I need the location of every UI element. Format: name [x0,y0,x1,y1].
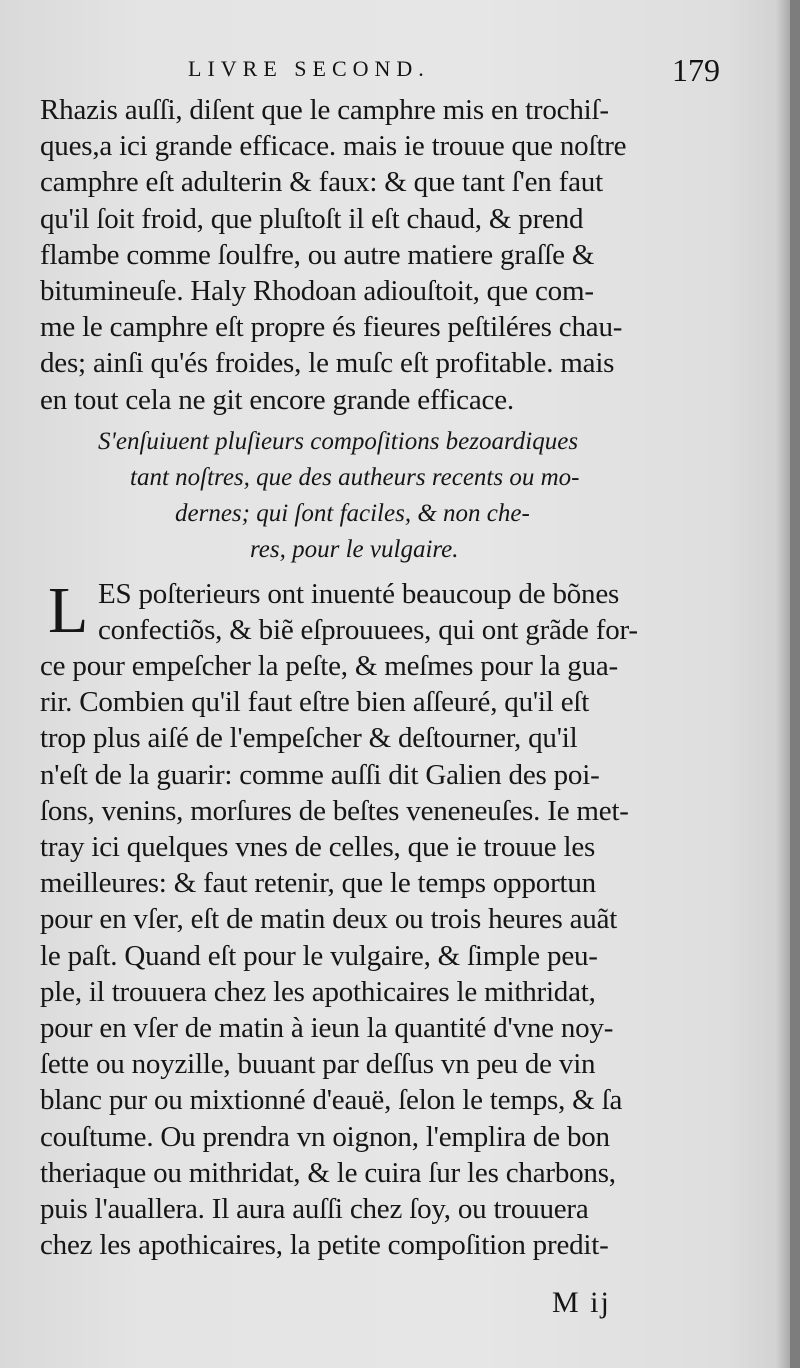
text-line: qu'il ſoit froid, que pluſtoſt il eſt chaud, & prend [40,202,584,235]
text-line: le paſt. Quand eſt pour le vulgaire, & ſimple peu- [40,939,598,972]
text-line: ques,a ici grande efficace. mais ie trouue que noſtre [40,130,627,163]
text-line-content: ES poſterieurs ont inuenté beaucoup de bõnes [98,577,620,610]
text-line: blanc pur ou mixtionné d'eauë, ſelon le temps, & ſa [40,1084,623,1117]
text-line: flambe comme ſoulfre, ou autre matiere graſſe & [40,238,595,271]
heading-line: tant noſtres, que des autheurs recents ou mo- [130,463,580,491]
page-header [0,52,790,92]
heading-line: res, pour le vulgaire. [250,535,459,563]
text-line: confectiõs, & biẽ eſprouuees, qui ont grãde for- [98,613,638,646]
text-line: en tout cela ne git encore grande efficace. [40,383,514,416]
running-head: LIVRE SECOND. [188,56,430,81]
text-line: Rhazis auſſi, diſent que le camphre mis en trochiſ- [40,94,609,126]
paragraph-2 [40,573,740,1264]
text-line: ſons, venins, morſures de beſtes veneneuſes. Ie met- [40,794,629,827]
heading-line: S'enſuiuent pluſieurs compoſitions bezoardiques [98,427,579,455]
text-line: ple, il trouuera chez les apothicaires le mithridat, [40,975,596,1008]
text-line: pour en vſer de matin à ieun la quantité d'vne noy- [40,1011,614,1044]
paragraph-1 [40,92,740,418]
text-line: camphre eſt adulterin & faux: & que tant ſ'en faut [40,166,603,199]
text-line: tray ici quelques vnes de celles, que ie trouue les [40,831,596,863]
text-line: pour en vſer, eſt de matin deux ou trois heures auãt [40,903,618,936]
text-line: chez les apothicaires, la petite compoſition predit- [40,1229,609,1262]
text-line: trop plus aiſé de l'empeſcher & deſtourner, qu'il [40,722,578,755]
text-line: meilleures: & faut retenir, que le temps opportun [40,867,596,900]
text-line: couſtume. Ou prendra vn oignon, l'emplira de bon [40,1120,610,1153]
section-heading [40,424,740,568]
drop-cap: L [48,573,89,647]
heading-line: dernes; qui ſont faciles, & non che- [175,499,530,527]
text-line: puis l'auallera. Il aura auſſi chez ſoy, ou trouuera [40,1192,589,1225]
text-line: theriaque ou mithridat, & le cuira ſur les charbons, [40,1156,616,1189]
text-line: ce pour empeſcher la peſte, & meſmes pour la gua- [40,650,619,683]
page-number: 179 [672,52,720,88]
text-line: bitumineuſe. Haly Rhodoan adiouſtoit, que com- [40,274,594,307]
signature-mark: M ij [552,1286,611,1319]
page-edge-shadow [776,0,790,1368]
text-line: me le camphre eſt propre és fieures peſtiléres chau- [40,311,623,344]
text-line: n'eſt de la guarir: comme auſſi dit Galien des poi- [40,758,600,791]
text-block [40,92,740,1263]
text-line: rir. Combien qu'il faut eſtre bien aſſeuré, qu'il eſt [40,686,590,719]
text-line: des; ainſi qu'és froides, le muſc eſt profitable. mais [40,347,615,380]
text-line: ſette ou noyzille, buuant par deſſus vn peu de vin [40,1048,596,1081]
